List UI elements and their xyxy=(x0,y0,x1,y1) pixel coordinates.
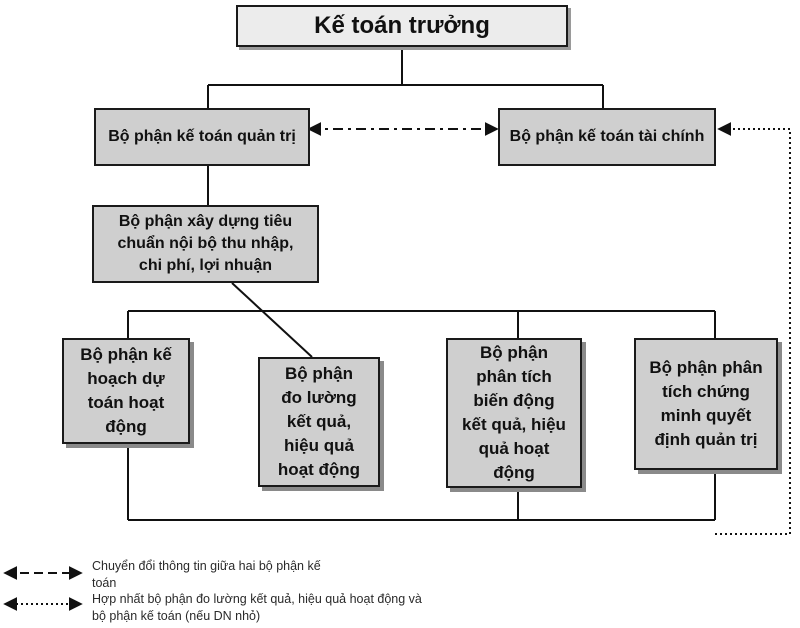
node-decision-analysis xyxy=(634,338,778,470)
node-variance-analysis xyxy=(446,338,582,488)
node-internal-standards-label: Bộ phận xây dựng tiêu chuẩn nội bộ thu nhập, chi phí, lợi nhuận xyxy=(117,213,294,274)
node-management-accounting xyxy=(94,108,310,166)
node-planning xyxy=(62,338,190,444)
node-decision-analysis-label: Bộ phận phân tích chứng minh quyết định quản trị xyxy=(649,358,763,449)
node-measurement xyxy=(258,357,380,487)
node-chief-accountant xyxy=(236,5,568,47)
legend-dashed-text: Chuyển đổi thông tin giữa hai bộ phận kế toán xyxy=(92,559,321,590)
node-financial-accounting-label: Bộ phận kế toán tài chính xyxy=(509,128,705,145)
dotted-arrow-merge xyxy=(715,129,790,534)
node-chief-accountant-label: Kế toán trưởng xyxy=(314,12,490,39)
legend-dotted-text: Hợp nhất bộ phận đo lường kết quả, hiệu quả hoạt động và bộ phận kế toán (nếu DN nhỏ) xyxy=(92,592,422,623)
node-financial-accounting xyxy=(498,108,716,166)
node-planning-label: Bộ phận kế hoạch dự toán hoạt động xyxy=(80,345,172,436)
line-standards-to-measurement xyxy=(232,283,312,357)
node-management-accounting-label: Bộ phận kế toán quản trị xyxy=(108,128,296,145)
node-measurement-label: Bộ phận đo lường kết quả, hiệu quả hoạt động xyxy=(277,364,361,479)
node-variance-analysis-label: Bộ phận phân tích biến động kết quả, hiệu quả hoạt động xyxy=(462,343,566,482)
node-internal-standards xyxy=(92,205,319,283)
